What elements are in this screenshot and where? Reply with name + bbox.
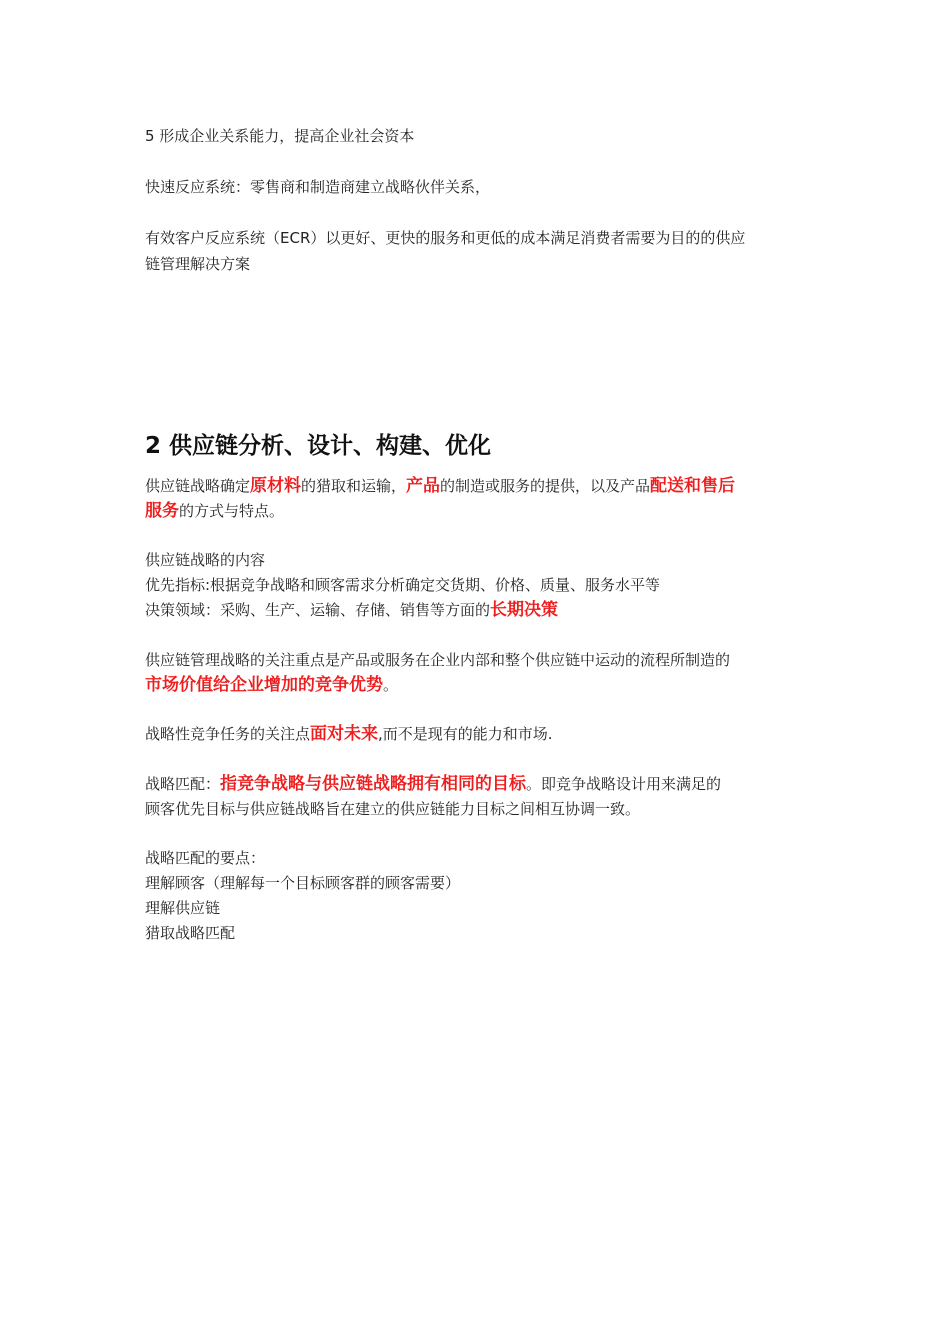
paragraph-relationship-capability: 5 形成企业关系能力，提高企业社会资本 bbox=[145, 127, 415, 145]
intro-text-1: 供应链战略确定 bbox=[145, 477, 251, 495]
intro-line2 bbox=[145, 501, 284, 521]
match-prefix: 战略匹配： bbox=[145, 775, 221, 793]
highlight-same-goals: 指竞争战略与供应链战略拥有相同的目标 bbox=[220, 774, 527, 794]
decision-text: 决策领域：采购、生产、运输、存储、销售等方面的 bbox=[145, 601, 491, 619]
highlight-face-future: 面对未来 bbox=[310, 724, 379, 744]
competitive-suffix: ,而不是现有的能力和市场. bbox=[378, 725, 553, 743]
intro-text-4: 的方式与特点。 bbox=[179, 502, 285, 520]
match-point-item: 猎取战略匹配 bbox=[145, 924, 236, 942]
competitive-task bbox=[145, 724, 553, 744]
focus-tail: 。 bbox=[383, 676, 399, 694]
section-heading: 2 供应链分析、设计、构建、优化 bbox=[145, 433, 492, 459]
highlight-long-term-decision: 长期决策 bbox=[490, 600, 559, 620]
decision-areas bbox=[145, 600, 558, 620]
strategy-content-title: 供应链战略的内容 bbox=[145, 551, 266, 569]
focus-line2 bbox=[145, 675, 398, 695]
intro-text-2: 的猎取和运输， bbox=[301, 477, 407, 495]
paragraph-ecr-line1: 有效客户反应系统（ECR）以更好、更快的服务和更低的成本满足消费者需要为目的的供应 bbox=[145, 229, 746, 247]
highlight-product: 产品 bbox=[406, 476, 441, 496]
focus-line1: 供应链管理战略的关注重点是产品或服务在企业内部和整个供应链中运动的流程所制造的 bbox=[145, 651, 731, 669]
highlight-service: 服务 bbox=[145, 501, 179, 521]
strategic-match-line1 bbox=[145, 774, 721, 794]
intro-text-3: 的制造或服务的提供，以及产品 bbox=[440, 477, 651, 495]
paragraph-quick-response: 快速反应系统：零售商和制造商建立战略伙伴关系， bbox=[145, 178, 491, 196]
intro-line1 bbox=[145, 476, 735, 496]
match-points-title: 战略匹配的要点： bbox=[145, 849, 266, 867]
highlight-raw-materials: 原材料 bbox=[250, 476, 302, 496]
highlight-delivery: 配送和售后 bbox=[650, 476, 736, 496]
match-point-item: 理解供应链 bbox=[145, 899, 221, 917]
paragraph-ecr-line2: 链管理解决方案 bbox=[145, 255, 251, 273]
match-suffix: 。即竞争战略设计用来满足的 bbox=[526, 775, 722, 793]
competitive-text: 战略性竞争任务的关注点 bbox=[145, 725, 311, 743]
strategic-match-line2: 顾客优先目标与供应链战略旨在建立的供应链能力目标之间相互协调一致。 bbox=[145, 800, 641, 818]
match-point-item: 理解顾客（理解每一个目标顾客群的顾客需要） bbox=[145, 874, 461, 892]
priority-indicators: 优先指标:根据竞争战略和顾客需求分析确定交货期、价格、质量、服务水平等 bbox=[145, 576, 661, 594]
highlight-market-value: 市场价值给企业增加的竞争优势 bbox=[145, 675, 383, 695]
